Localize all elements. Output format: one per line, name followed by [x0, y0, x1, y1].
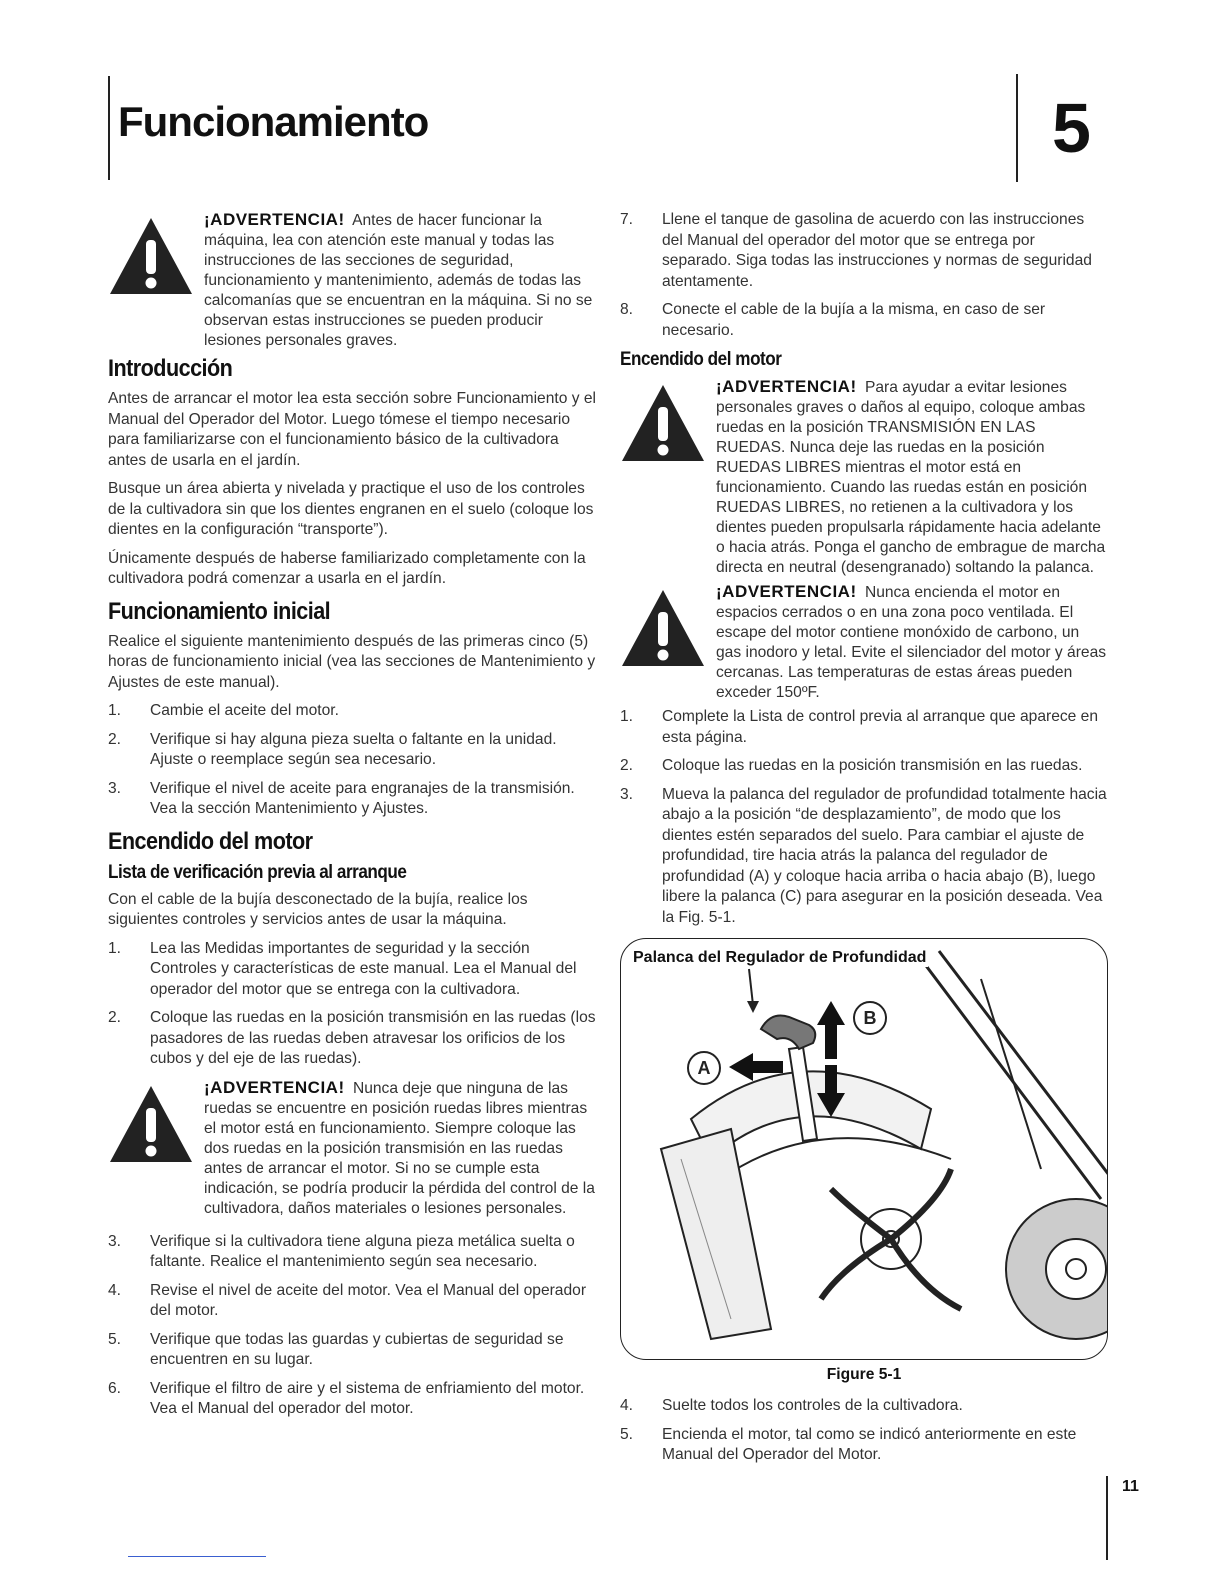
checklist-list-b [108, 1232, 596, 1420]
item-text: Verifique el nivel de aceite para engranajes de la transmisión. Vea la sección Mantenimiento y Ajustes. [150, 779, 575, 817]
item-number: 2. [108, 1009, 122, 1026]
warning-text [716, 582, 1108, 703]
item-text: Cambie el aceite del motor. [150, 702, 339, 719]
figure-label: Palanca del Regulador de Profundidad [633, 949, 927, 966]
item-number: 1. [108, 702, 122, 719]
warning-text [716, 377, 1108, 578]
item-number: 5. [620, 1425, 634, 1443]
footer-rule [128, 1556, 266, 1557]
list-item [620, 210, 1108, 292]
page-number-rule [1106, 1476, 1108, 1560]
item-number: 1. [108, 939, 122, 957]
item-number: 5. [108, 1330, 122, 1348]
item-number: 2. [620, 757, 634, 774]
subheading-encendido: Encendido del motor [620, 349, 782, 370]
callout-a: A [687, 1051, 721, 1085]
section-heading-funcionamiento-inicial: Funcionamiento inicial [108, 597, 331, 625]
list-item [620, 707, 1108, 748]
warning-title: ¡ADVERTENCIA! [204, 210, 345, 229]
section-heading-encendido: Encendido del motor [108, 827, 313, 855]
item-number: 3. [108, 779, 122, 797]
list-item [108, 1008, 596, 1070]
warning-title: ¡ADVERTENCIA! [204, 1077, 345, 1097]
warning-text [204, 1078, 596, 1219]
item-text: Coloque las ruedas en la posición transmisión en las ruedas (los pasadores de las ruedas deben atravesar los orificios de los cubos y del eje de las ruedas). [150, 1009, 596, 1067]
paragraph: Con el cable de la bujía desconectado de la bujía, realice los siguientes controles y servicios antes de usar la máquina. [108, 890, 528, 928]
item-number: 3. [620, 785, 634, 803]
paragraph: Busque un área abierta y nivelada y practique el uso de los controles de la cultivadora sin que los dientes engranen en el suelo (coloque los dientes en la configuración “transporte”). [108, 480, 594, 538]
list-item [108, 939, 596, 1001]
list-item [108, 779, 596, 820]
warning-body: Nunca encienda el motor en espacios cerrados o en una zona poco ventilada. El escape del motor contiene monóxido de carbono, un gas inodoro y letal. Evite el silenciador del motor y áreas cercanas. Las temperaturas de estas áreas pueden exceder 150ºF. [716, 584, 1107, 701]
warning-title: ¡ADVERTENCIA! [716, 377, 857, 396]
list-item [620, 1396, 1108, 1417]
warning-triangle-icon [108, 1084, 194, 1164]
figure-caption: Figure 5-1 [826, 1366, 902, 1383]
list-item [108, 1330, 596, 1371]
warning-body: Antes de hacer funcionar la máquina, lea con atención este manual y todas las instrucciones de las secciones de seguridad, funcionamiento y mantenimiento, además de todas las calcomanías que se encuentran en la máquina. Si no se observan estas instrucciones se pueden producir lesiones personales graves. [204, 212, 593, 349]
item-text: Encienda el motor, tal como se indicó anteriormente en este Manual del Operador del Motor. [662, 1425, 1077, 1463]
header-right-rule [1016, 74, 1018, 182]
item-number: 1. [620, 708, 634, 725]
chapter-title: Funcionamiento [118, 98, 429, 145]
warning-block [620, 377, 1108, 578]
list-item [620, 1425, 1108, 1466]
list-item [108, 730, 596, 771]
warning-triangle-icon [620, 588, 706, 668]
item-text: Verifique si la cultivadora tiene alguna pieza metálica suelta o faltante. Realice el mantenimiento según sea necesario. [150, 1232, 575, 1270]
list-item [620, 756, 1108, 777]
section-heading-introduccion: Introducción [108, 355, 233, 382]
figure-depth-regulator [620, 938, 1108, 1360]
item-text: Revise el nivel de aceite del motor. Vea el Manual del operador del motor. [150, 1281, 587, 1319]
item-number: 7. [620, 211, 634, 228]
warning-triangle-icon [108, 216, 194, 296]
paragraph: Únicamente después de haberse familiarizado completamente con la cultivadora podrá comenzar a usarla en el jardín. [108, 549, 586, 587]
warning-block [620, 582, 1108, 703]
warning-triangle-icon [620, 383, 706, 463]
right-column [620, 210, 1108, 1474]
chapter-number: 5 [1052, 89, 1091, 167]
item-text: Verifique que todas las guardas y cubiertas de seguridad se encuentren en su lugar. [150, 1330, 564, 1368]
final-steps-list [620, 1396, 1108, 1466]
item-text: Complete la Lista de control previa al arranque que aparece en esta página. [662, 708, 1099, 746]
item-number: 4. [620, 1397, 634, 1414]
paragraph: Antes de arrancar el motor lea esta sección sobre Funcionamiento y el Manual del Operador del Motor. Luego tómese el tiempo necesario para familiarizarse con el funcionamiento básico de la cultivadora antes de usarla en el jardín. [108, 390, 596, 469]
page-number: 11 [1122, 1478, 1139, 1495]
item-text: Coloque las ruedas en la posición transmisión en las ruedas. [662, 757, 1083, 774]
list-item [108, 1379, 596, 1420]
subheading-checklist: Lista de verificación previa al arranque [108, 861, 407, 883]
initial-maintenance-list [108, 701, 596, 820]
item-text: Suelte todos los controles de la cultivadora. [662, 1397, 963, 1414]
fuel-list [620, 210, 1108, 341]
list-item [108, 1281, 596, 1322]
warning-block [108, 1078, 596, 1228]
item-number: 3. [108, 1232, 122, 1250]
item-number: 4. [108, 1281, 122, 1299]
item-number: 8. [620, 301, 634, 318]
item-number: 6. [108, 1379, 122, 1397]
warning-text [204, 210, 596, 351]
left-column [108, 210, 596, 1428]
checklist-list-a [108, 939, 596, 1070]
item-number: 2. [108, 730, 122, 748]
warning-body: Nunca deje que ninguna de las ruedas se encuentre en posición ruedas libres mientras el motor está en funcionamiento. Siempre coloque las dos ruedas en la posición transmisión en las ruedas antes de arrancar el motor. Si no se cumple esta indicación, se podría producir la pérdida del control de la cultivadora, daños materiales o lesiones personales. [204, 1079, 595, 1217]
list-item [620, 300, 1108, 341]
callout-b: B [853, 1001, 887, 1035]
item-text: Llene el tanque de gasolina de acuerdo con las instrucciones del Manual del operador del motor que se entrega por separado. Siga todas las instrucciones y normas de seguridad atentamente. [662, 211, 1092, 290]
warning-title: ¡ADVERTENCIA! [716, 582, 857, 601]
warning-body: Para ayudar a evitar lesiones personales graves o daños al equipo, coloque ambas ruedas en la posición TRANSMISIÓN EN LAS RUEDAS. Nunca deje las ruedas en la posición RUEDAS LIBRES mientras el motor está en funcionamiento. Cuando las ruedas están en posición RUEDAS LIBRES, no retienen a la cultivadora y los dientes pueden propulsarla rápidamente hacia adelante o hacia atrás. Ponga el gancho de embrague de marcha directa en neutral (desengranado) soltando la palanca. [716, 379, 1106, 576]
paragraph: Realice el siguiente mantenimiento después de las primeras cinco (5) horas de funcionamiento inicial (vea las secciones de Mantenimiento y Ajustes de este manual). [108, 632, 596, 691]
warning-block [108, 210, 596, 351]
list-item [620, 785, 1108, 929]
item-text: Lea las Medidas importantes de seguridad y la sección Controles y características de este manual. Lea el Manual del operador del motor que se entrega con la cultivadora. [150, 939, 577, 998]
list-item [108, 701, 596, 722]
list-item [108, 1232, 596, 1273]
item-text: Mueva la palanca del regulador de profundidad totalmente hacia abajo a la posición “de desplazamiento”, de modo que los dientes estén separados del suelo. Para cambiar el ajuste de profundidad, tire hacia atrás la palanca del regulador de profundidad (A) y coloque hacia arriba o hacia abajo (B), luego libere la palanca (C) para asegurar en la posición deseada. Vea la Fig. 5-1. [662, 785, 1107, 926]
item-text: Verifique si hay alguna pieza suelta o faltante en la unidad. Ajuste o reemplace según sea necesario. [150, 730, 557, 768]
start-steps-list [620, 707, 1108, 928]
item-text: Verifique el filtro de aire y el sistema de enfriamiento del motor. Vea el Manual del operador del motor. [150, 1379, 585, 1417]
item-text: Conecte el cable de la bujía a la misma, en caso de ser necesario. [662, 301, 1046, 339]
header-left-rule [108, 76, 110, 180]
